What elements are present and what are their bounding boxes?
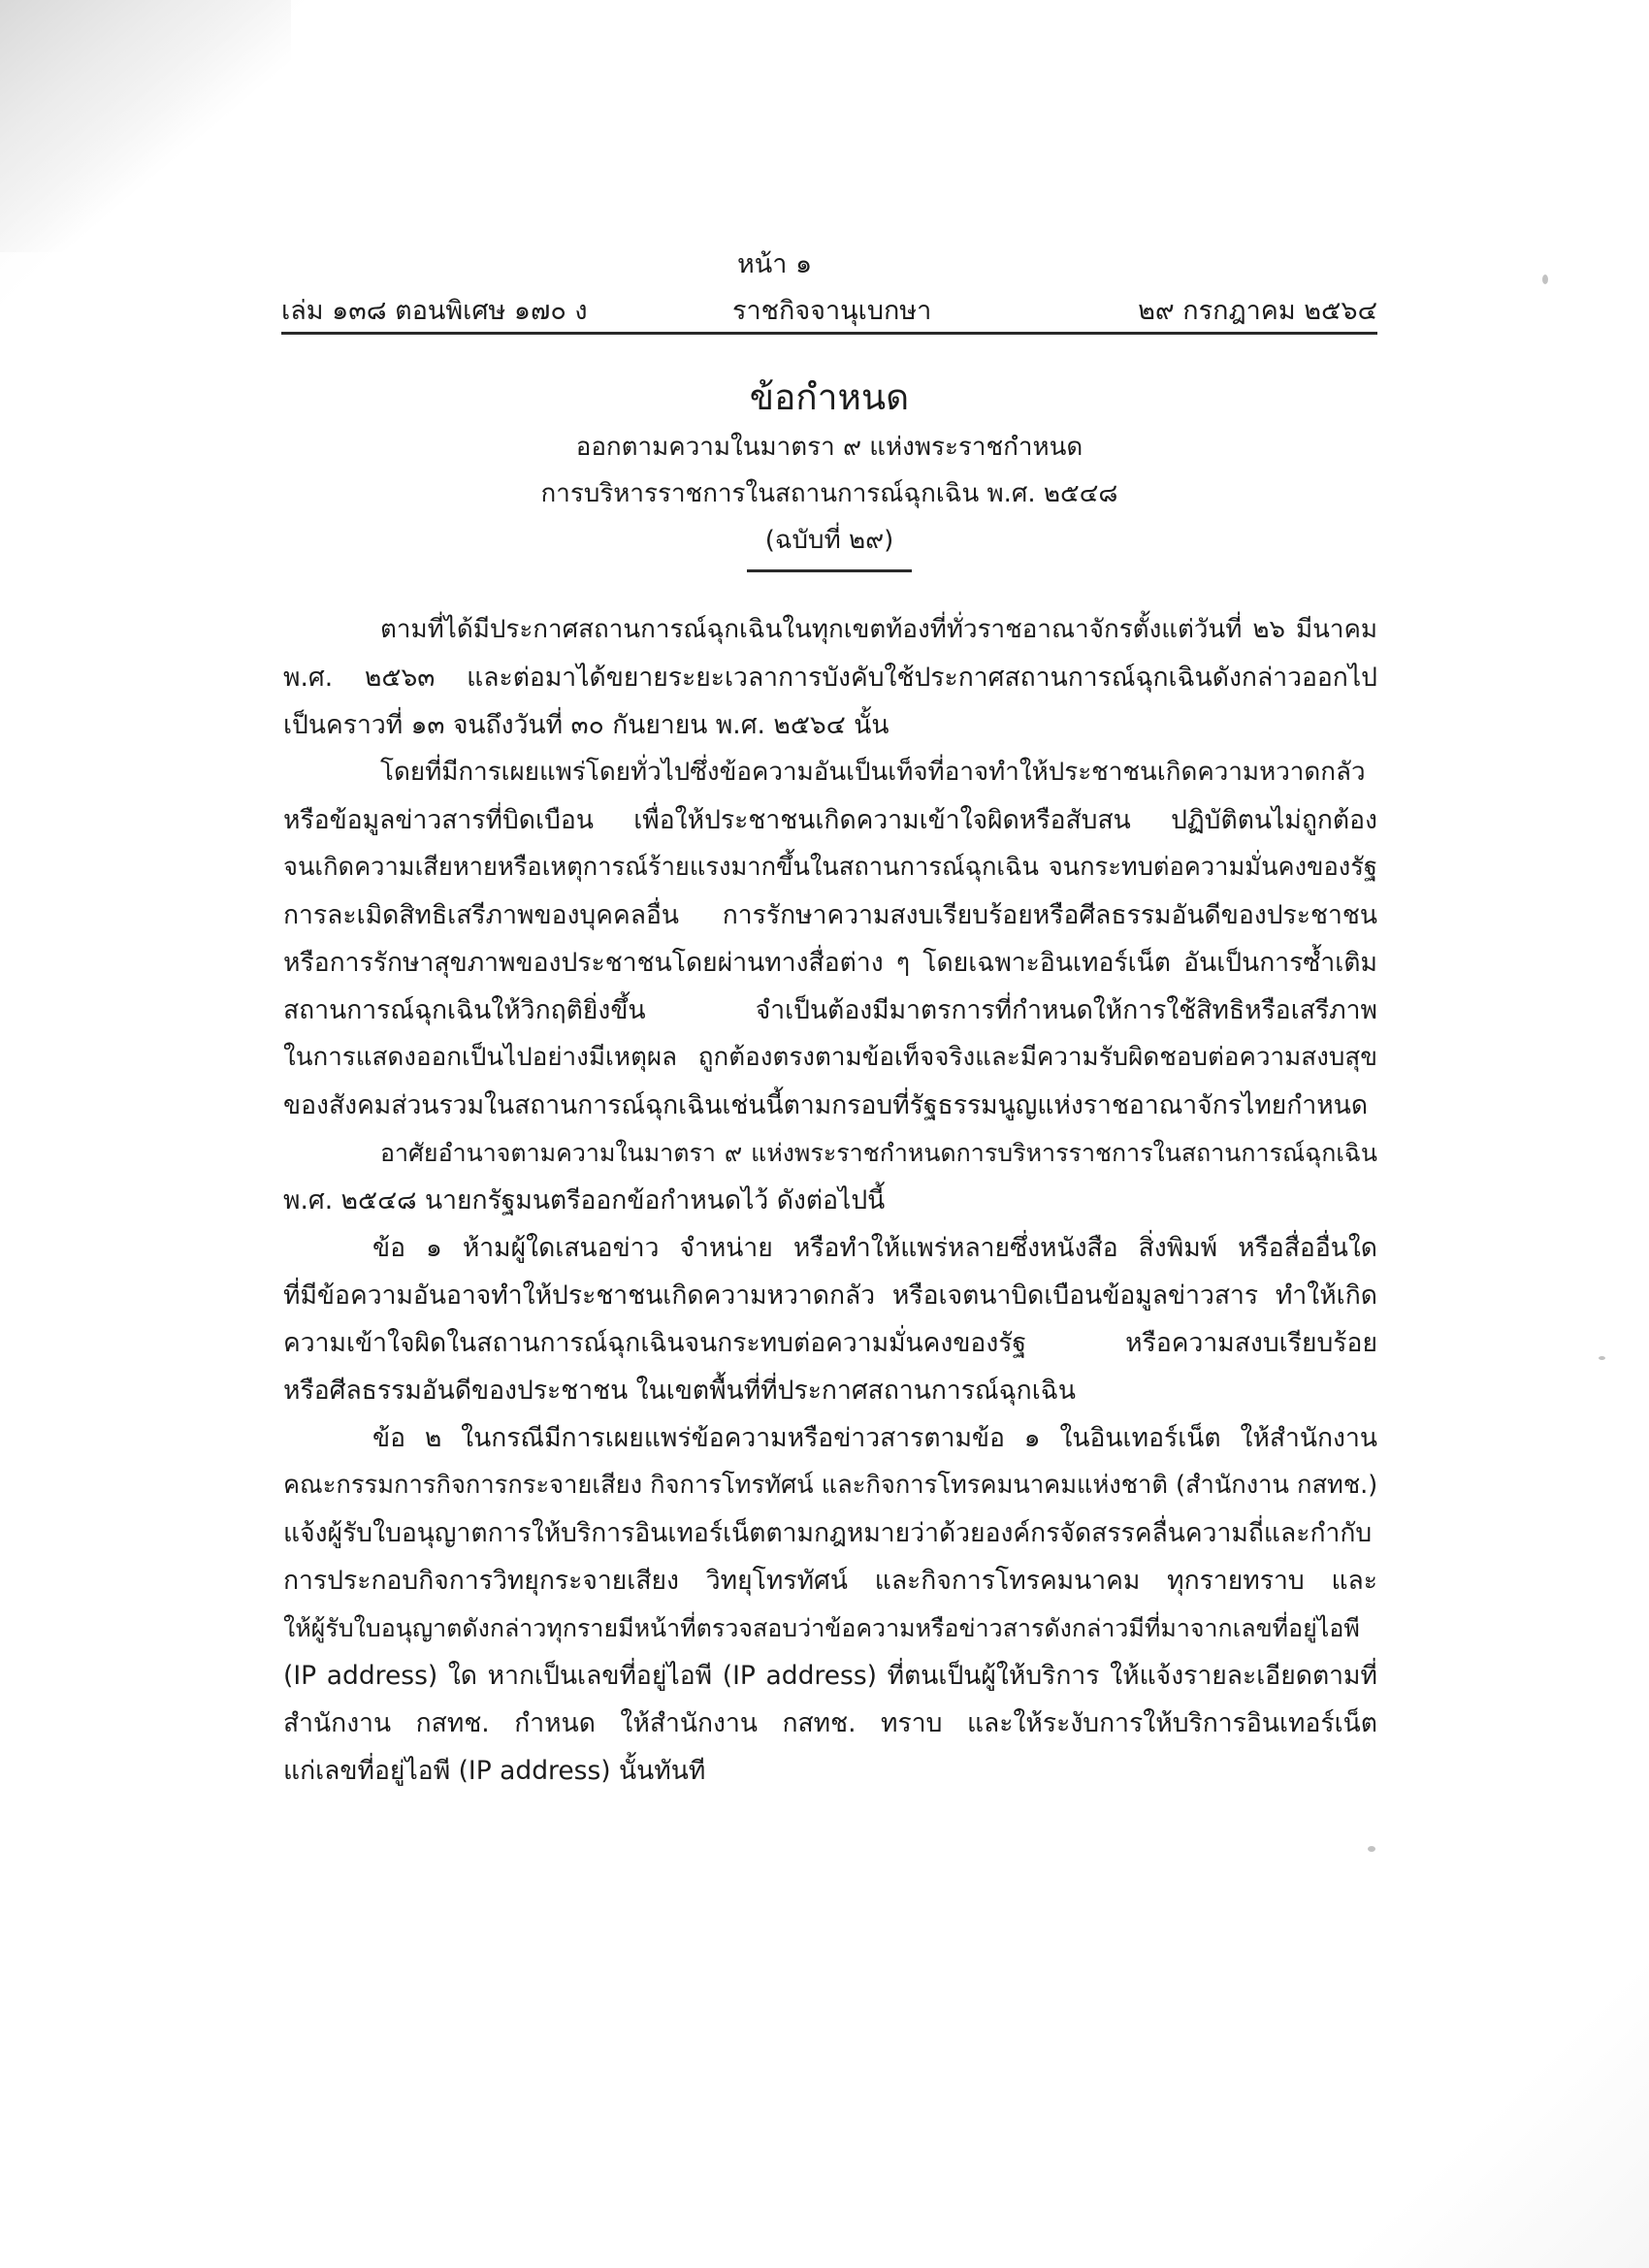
paragraph-preamble [283, 606, 1377, 749]
gazette-name: ราชกิจจานุเบกษา [732, 296, 932, 326]
volume-issue: เล่ม ๑๓๘ ตอนพิเศษ ๑๗๐ ง [281, 296, 588, 326]
text-line: หรือการรักษาสุขภาพของประชาชนโดยผ่านทางสื่อต่าง ๆ โดยเฉพาะอินเทอร์เน็ต อันเป็นการซ้ำเติม [283, 948, 1377, 978]
text-line: แจ้งผู้รับใบอนุญาตการให้บริการอินเทอร์เน็ตตามกฎหมายว่าด้วยองค์กรจัดสรรคลื่นความถี่และกำกับ [283, 1518, 1373, 1548]
text-line: คณะกรรมการกิจการกระจายเสียง กิจการโทรทัศน์ และกิจการโทรคมนาคมแห่งชาติ (สำนักงาน กสทช.) [283, 1471, 1378, 1500]
text-line: จนเกิดความเสียหายหรือเหตุการณ์ร้ายแรงมากขึ้นในสถานการณ์ฉุกเฉิน จนกระทบต่อความมั่นคงของรัฐ [283, 853, 1377, 882]
text-line: โดยที่มีการเผยแพร่โดยทั่วไปซึ่งข้อความอันเป็นเท็จที่อาจทำให้ประชาชนเกิดความหวาดกลัว [380, 758, 1366, 787]
text-line: สำนักงาน กสทช. กำหนด ให้สำนักงาน กสทช. ทราบ และให้ระงับการให้บริการอินเทอร์เน็ต [283, 1708, 1377, 1738]
title-subline: ออกตามความในมาตรา ๙ แห่งพระราชกำหนด [575, 433, 1083, 462]
page-number: หน้า ๑ [737, 249, 813, 279]
text-line: อาศัยอำนาจตามความในมาตรา ๙ แห่งพระราชกำหนดการบริหารราชการในสถานการณ์ฉุกเฉิน [380, 1139, 1377, 1167]
scan-corner-shade [0, 0, 291, 252]
text-line: พ.ศ. ๒๕๔๘ นายกรัฐมนตรีออกข้อกำหนดไว้ ดังต่อไปนี้ [283, 1185, 886, 1215]
scan-speck [1368, 1846, 1375, 1852]
text-line: ความเข้าใจผิดในสถานการณ์ฉุกเฉินจนกระทบต่อความมั่นคงของรัฐ หรือความสงบเรียบร้อย [283, 1328, 1377, 1358]
text-line: แก่เลขที่อยู่ไอพี (IP address) นั้นทันที [283, 1756, 706, 1786]
scan-speck [1542, 275, 1548, 284]
scan-speck [1599, 1356, 1605, 1360]
clause-2 [283, 1414, 1377, 1795]
paragraph-rationale [283, 749, 1377, 1129]
text-line: ให้ผู้รับใบอนุญาตดังกล่าวทุกรายมีหน้าที่ตรวจสอบว่าข้อความหรือข่าวสารดังกล่าวมีที่มาจากเลขที่อยู่ไอพี [283, 1614, 1360, 1642]
document-body [283, 606, 1377, 1795]
text-line: หรือศีลธรรมอันดีของประชาชน ในเขตพื้นที่ที่ประกาศสถานการณ์ฉุกเฉิน [283, 1376, 1076, 1406]
document-title-block [281, 372, 1377, 572]
text-line: พ.ศ. ๒๕๖๓ และต่อมาได้ขยายระยะเวลาการบังคับใช้ประกาศสถานการณ์ฉุกเฉินดังกล่าวออกไป [283, 663, 1377, 693]
gazette-header [281, 243, 1377, 330]
text-line: ที่มีข้อความอันอาจทำให้ประชาชนเกิดความหวาดกลัว หรือเจตนาบิดเบือนข้อมูลข่าวสาร ทำให้เกิด [283, 1280, 1377, 1311]
title-subline: การบริหารราชการในสถานการณ์ฉุกเฉิน พ.ศ. ๒๕๔๘ [540, 479, 1118, 508]
edition-number: (ฉบับที่ ๒๙) [764, 526, 894, 555]
text-line: การประกอบกิจการวิทยุกระจายเสียง วิทยุโทรทัศน์ และกิจการโทรคมนาคม ทุกรายทราบ และ [283, 1566, 1377, 1596]
text-line: สถานการณ์ฉุกเฉินให้วิกฤติยิ่งขึ้น จำเป็นต้องมีมาตรการที่กำหนดให้การใช้สิทธิหรือเสรีภาพ [283, 995, 1377, 1025]
clause-1 [283, 1224, 1377, 1414]
text-line: หรือข้อมูลข่าวสารที่บิดเบือน เพื่อให้ประชาชนเกิดความเข้าใจผิดหรือสับสน ปฏิบัติตนไม่ถูกต้อง [283, 805, 1377, 835]
document-title: ข้อกำหนด [749, 376, 910, 418]
text-line: การละเมิดสิทธิเสรีภาพของบุคคลอื่น การรักษาความสงบเรียบร้อยหรือศีลธรรมอันดีของประชาชน [283, 900, 1377, 930]
text-line: ในการแสดงออกเป็นไปอย่างมีเหตุผล ถูกต้องตรงตามข้อเท็จจริงและมีความรับผิดชอบต่อความสงบสุข [283, 1043, 1377, 1072]
header-divider [281, 332, 1377, 335]
text-line: ตามที่ได้มีประกาศสถานการณ์ฉุกเฉินในทุกเขตท้องที่ทั่วราชอาณาจักรตั้งแต่วันที่ ๒๖ มีนาคม [380, 615, 1377, 644]
text-line: เป็นคราวที่ ๑๓ จนถึงวันที่ ๓๐ กันยายน พ.ศ. ๒๕๖๔ นั้น [283, 710, 889, 740]
title-divider [747, 569, 912, 572]
text-line: ข้อ ๒ ในกรณีมีการเผยแพร่ข้อความหรือข่าวสารตามข้อ ๑ ในอินเทอร์เน็ต ให้สำนักงาน [372, 1423, 1377, 1453]
text-line: (IP address) ใด หากเป็นเลขที่อยู่ไอพี (IP address) ที่ตนเป็นผู้ให้บริการ ให้แจ้งรายละเอียดตามที่ [283, 1661, 1377, 1691]
text-line: ข้อ ๑ ห้ามผู้ใดเสนอข่าว จำหน่าย หรือทำให้แพร่หลายซึ่งหนังสือ สิ่งพิมพ์ หรือสื่ออื่นใด [372, 1233, 1377, 1263]
publication-date: ๒๙ กรกฎาคม ๒๕๖๔ [1138, 296, 1377, 326]
text-line: ของสังคมส่วนรวมในสถานการณ์ฉุกเฉินเช่นนี้ตามกรอบที่รัฐธรรมนูญแห่งราชอาณาจักรไทยกำหนด [283, 1090, 1369, 1120]
paragraph-authority [283, 1129, 1377, 1224]
